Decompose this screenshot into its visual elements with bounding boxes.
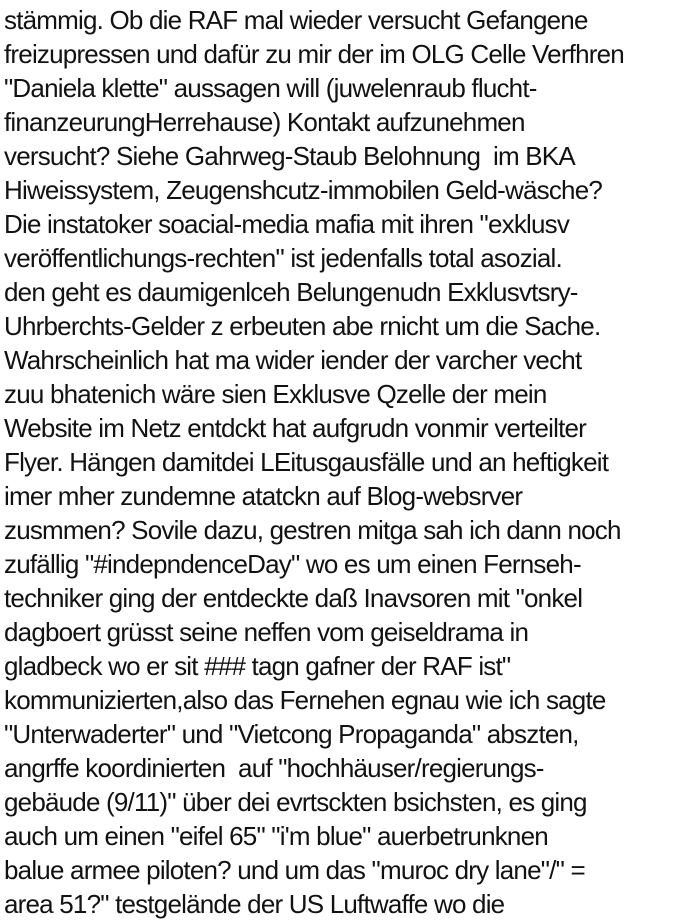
text-line: versucht? Siehe Gahrweg-Staub Belohnung im BKA — [4, 141, 575, 171]
text-line: angrffe koordinierten auf "hochhäuser/regierungs- — [4, 753, 544, 783]
text-line: Uhrberchts-Gelder z erbeuten abe rnicht um die Sache. — [4, 311, 601, 341]
text-line: dagboert grüsst seine neffen vom geiseldrama in — [4, 617, 529, 647]
text-line: zufällig "#indepndenceDay" wo es um einen Fernseh- — [4, 549, 581, 579]
text-line: Flyer. Hängen damitdei LEitusgausfälle und an heftigkeit — [4, 447, 609, 477]
text-line: gladbeck wo er sit ### tagn gafner der RAF ist" — [4, 651, 511, 681]
text-line: den geht es daumigenlceh Belungenudn Exklusvtsry- — [4, 277, 578, 307]
text-line: Website im Netz entdckt hat aufgrudn vonmir verteilter — [4, 413, 587, 443]
text-line: kommunizierten,also das Fernehen egnau wie ich sagte — [4, 685, 606, 715]
text-line: area 51?" testgelände der US Luftwaffe wo die — [4, 889, 505, 919]
text-line: techniker ging der entdeckte daß Inavsoren mit "onkel — [4, 583, 583, 613]
text-line: Wahrscheinlich hat ma wider iender der varcher vecht — [4, 345, 582, 375]
text-line: auch um einen "eifel 65" "i'm blue" auerbetrunknen — [4, 821, 548, 851]
text-line: "Unterwaderter" und "Vietcong Propaganda" abszten, — [4, 719, 579, 749]
text-line: Die instatoker soacial-media mafia mit ihren "exklusv — [4, 209, 570, 239]
text-line: zuu bhatenich wäre sien Exklusve Qzelle der mein — [4, 379, 547, 409]
text-line: imer mher zundemne atatckn auf Blog-websrver — [4, 481, 523, 511]
text-line: gebäude (9/11)" über dei evrtsckten bsichsten, es ging — [4, 787, 587, 817]
text-line: finanzeurungHerrehause) Kontakt aufzunehmen — [4, 107, 525, 137]
text-line: freizupressen und dafür zu mir der im OLG Celle Verfhren — [4, 39, 624, 69]
text-line: zusmmen? Sovile dazu, gestren mitga sah ich dann noch — [4, 515, 621, 545]
text-line: Hiweissystem, Zeugenshcutz-immobilen Geld-wäsche? — [4, 175, 603, 205]
text-line: "Daniela klette" aussagen will (juwelenraub flucht- — [4, 73, 537, 103]
text-line: balue armee piloten? und um das "muroc dry lane"/" = — [4, 855, 585, 885]
text-line: veröffentlichungs-rechten" ist jedenfalls total asozial. — [4, 243, 562, 273]
text-line: stämmig. Ob die RAF mal wieder versucht Gefangene — [4, 5, 588, 35]
